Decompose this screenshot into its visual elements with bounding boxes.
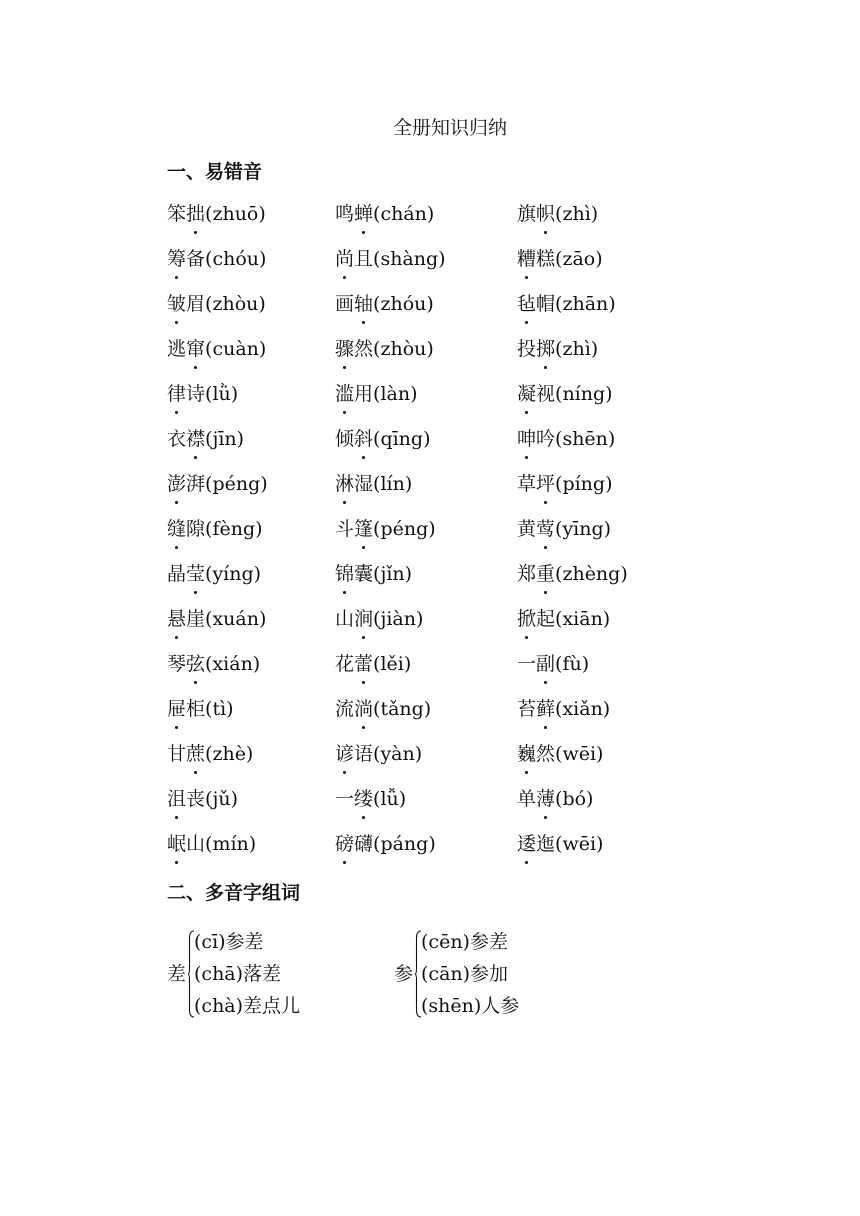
- word-char: 斗: [335, 518, 355, 540]
- word-item: [517, 335, 687, 380]
- dotted-char: 藓: [536, 695, 555, 723]
- dotted-char: 襟: [186, 425, 205, 453]
- pinyin: (zhòu): [373, 338, 434, 360]
- pinyin: (lǜ): [205, 383, 239, 405]
- word-item: [335, 695, 517, 740]
- word-item: [335, 425, 517, 470]
- word-item: [517, 515, 687, 560]
- word-char: 山: [186, 833, 206, 855]
- word-char: 投: [517, 338, 537, 360]
- dotted-char: 拙: [186, 200, 205, 228]
- dotted-char: 帜: [536, 200, 555, 228]
- word-char: 甘: [167, 743, 187, 765]
- dotted-char: 莹: [186, 560, 205, 588]
- pinyin: (xián): [205, 653, 261, 675]
- word-item: [167, 470, 335, 515]
- dotted-char: 弦: [186, 650, 205, 678]
- pinyin: (zhuō): [205, 203, 266, 225]
- pinyin: (lǚ): [373, 788, 407, 810]
- pinyin: (jǐn): [373, 563, 413, 585]
- dotted-char: 篷: [354, 515, 373, 543]
- pinyin: (shàng): [373, 248, 446, 270]
- word-char: 语: [354, 743, 374, 765]
- pinyin: (xiān): [555, 608, 611, 630]
- dotted-char: 滥: [335, 380, 354, 408]
- word-item: [167, 695, 335, 740]
- word-item: [167, 335, 335, 380]
- word-char: 草: [517, 473, 537, 495]
- pinyin: (lín): [373, 473, 413, 495]
- word-char: 苔: [517, 698, 537, 720]
- word-char: 起: [536, 608, 556, 630]
- word-char: 一: [335, 788, 355, 810]
- section-heading-polyphonic-words: 二、多音字组词: [167, 882, 301, 904]
- word-item: [517, 695, 687, 740]
- pinyin: (fù): [555, 653, 590, 675]
- word-item: [335, 605, 517, 650]
- word-item: [167, 830, 335, 875]
- word-item: [167, 425, 335, 470]
- dotted-char: 沮: [167, 785, 186, 813]
- pinyin: (tǎng): [373, 698, 432, 720]
- word-char: 眉: [186, 293, 206, 315]
- word-char: 湿: [354, 473, 374, 495]
- dotted-char: 锦: [335, 560, 354, 588]
- dotted-char: 毡: [517, 290, 536, 318]
- polyphonic-entry: (chā)落差: [194, 963, 282, 985]
- word-item: [517, 605, 687, 650]
- word-item: [517, 650, 687, 695]
- pinyin: (yàn): [373, 743, 423, 765]
- word-item: [517, 785, 687, 830]
- dotted-char: 缝: [167, 515, 186, 543]
- dotted-char: 蔗: [186, 740, 205, 768]
- word-item: [167, 245, 335, 290]
- dotted-char: 斜: [354, 425, 373, 453]
- word-char: 倾: [335, 428, 355, 450]
- dotted-char: 蕾: [354, 650, 373, 678]
- pinyin: (tì): [205, 698, 234, 720]
- word-char: 一: [517, 653, 537, 675]
- polyphonic-entry: (cān)参加: [421, 963, 509, 985]
- pinyin: (péng): [205, 473, 268, 495]
- dotted-char: 凝: [517, 380, 536, 408]
- pinyin: (zhì): [555, 338, 599, 360]
- word-item: [335, 650, 517, 695]
- dotted-char: 巍: [517, 740, 536, 768]
- polyphonic-entry: (cī)参差: [194, 931, 264, 953]
- pinyin: (píng): [555, 473, 613, 495]
- word-char: 帽: [536, 293, 556, 315]
- word-char: 山: [335, 608, 355, 630]
- pinyin: (wēi): [555, 743, 604, 765]
- polyphonic-group-can: [394, 926, 519, 1022]
- dotted-char: 蝉: [354, 200, 373, 228]
- word-char: 用: [354, 383, 374, 405]
- word-char: 琴: [167, 653, 187, 675]
- word-char: 迤: [536, 833, 556, 855]
- word-char: 礴: [354, 833, 374, 855]
- dotted-char: 掀: [517, 605, 536, 633]
- word-item: [517, 245, 687, 290]
- polyphonic-entry: (cēn)参差: [421, 931, 508, 953]
- word-item: [517, 470, 687, 515]
- pinyin: (làn): [373, 383, 418, 405]
- word-char: 然: [354, 338, 374, 360]
- dotted-char: 缕: [354, 785, 373, 813]
- word-char: 画: [335, 293, 355, 315]
- dotted-char: 谚: [335, 740, 354, 768]
- dotted-char: 淌: [354, 695, 373, 723]
- word-item: [335, 380, 517, 425]
- dotted-char: 屉: [167, 695, 186, 723]
- dotted-char: 涧: [354, 605, 373, 633]
- polyphonic-entry: (chà)差点儿: [194, 995, 301, 1017]
- pinyin: (bó): [555, 788, 594, 810]
- pinyin: (xiǎn): [555, 698, 611, 720]
- word-item: [335, 830, 517, 875]
- word-char: 晶: [167, 563, 187, 585]
- word-item: [167, 290, 335, 335]
- pinyin: (níng): [555, 383, 613, 405]
- dotted-char: 澎: [167, 470, 186, 498]
- word-char: 黄: [517, 518, 537, 540]
- word-item: [335, 470, 517, 515]
- word-item: [335, 785, 517, 830]
- pinyin: (mín): [205, 833, 257, 855]
- pinyin: (yíng): [205, 563, 262, 585]
- word-item: [517, 560, 687, 605]
- pinyin: (péng): [373, 518, 436, 540]
- polyphonic-list: [421, 926, 519, 1022]
- dotted-char: 岷: [167, 830, 186, 858]
- word-char: 视: [536, 383, 556, 405]
- word-item: [167, 560, 335, 605]
- pinyin: (jīn): [205, 428, 245, 450]
- word-char: 诗: [186, 383, 206, 405]
- word-char: 柜: [186, 698, 206, 720]
- word-item: [167, 740, 335, 785]
- pinyin: (chán): [373, 203, 435, 225]
- word-item: [335, 290, 517, 335]
- word-item: [335, 200, 517, 245]
- word-item: [167, 380, 335, 425]
- word-char: 衣: [167, 428, 187, 450]
- dotted-char: 副: [536, 650, 555, 678]
- word-char: 且: [354, 248, 374, 270]
- word-char: 鸣: [335, 203, 355, 225]
- word-item: [167, 200, 335, 245]
- pinyin: (qīng): [373, 428, 431, 450]
- pinyin: (zhòu): [205, 293, 266, 315]
- word-char: 丧: [186, 788, 206, 810]
- polyphonic-entry: (shēn)人参: [421, 995, 520, 1017]
- pinyin: (lěi): [373, 653, 412, 675]
- word-char: 旗: [517, 203, 537, 225]
- word-item: [335, 335, 517, 380]
- dotted-char: 坪: [536, 470, 555, 498]
- pinyin: (zhè): [205, 743, 254, 765]
- word-grid: [167, 200, 687, 875]
- polyphonic-list: [194, 926, 300, 1022]
- dotted-char: 尚: [335, 245, 354, 273]
- pinyin: (páng): [373, 833, 436, 855]
- polyphonic-char: 差: [167, 963, 187, 985]
- dotted-char: 薄: [536, 785, 555, 813]
- word-char: 单: [517, 788, 537, 810]
- word-item: [167, 605, 335, 650]
- word-item: [517, 830, 687, 875]
- polyphonic-group-cha: [167, 926, 300, 1022]
- word-item: [335, 245, 517, 290]
- pinyin: (jiàn): [373, 608, 424, 630]
- word-char: 囊: [354, 563, 374, 585]
- word-char: 花: [335, 653, 355, 675]
- word-char: 然: [536, 743, 556, 765]
- word-item: [167, 515, 335, 560]
- dotted-char: 逶: [517, 830, 536, 858]
- word-item: [335, 515, 517, 560]
- word-char: 糕: [536, 248, 556, 270]
- word-char: 备: [186, 248, 206, 270]
- word-item: [167, 785, 335, 830]
- dotted-char: 掷: [536, 335, 555, 363]
- pinyin: (chóu): [205, 248, 267, 270]
- dotted-char: 淋: [335, 470, 354, 498]
- word-item: [335, 560, 517, 605]
- word-char: 流: [335, 698, 355, 720]
- word-item: [517, 290, 687, 335]
- pinyin: (zhì): [555, 203, 599, 225]
- word-char: 隙: [186, 518, 206, 540]
- polyphonic-char: 参: [394, 963, 414, 985]
- word-item: [517, 200, 687, 245]
- dotted-char: 骤: [335, 335, 354, 363]
- word-char: 崖: [186, 608, 206, 630]
- pinyin: (zhóu): [373, 293, 434, 315]
- pinyin: (cuàn): [205, 338, 267, 360]
- dotted-char: 莺: [536, 515, 555, 543]
- word-item: [517, 425, 687, 470]
- pinyin: (zhèng): [555, 563, 628, 585]
- pinyin: (zhān): [555, 293, 616, 315]
- dotted-char: 糟: [517, 245, 536, 273]
- dotted-char: 筹: [167, 245, 186, 273]
- dotted-char: 轴: [354, 290, 373, 318]
- pinyin: (zāo): [555, 248, 603, 270]
- dotted-char: 窜: [186, 335, 205, 363]
- dotted-char: 悬: [167, 605, 186, 633]
- word-char: 逃: [167, 338, 187, 360]
- dotted-char: 磅: [335, 830, 354, 858]
- pinyin: (yīng): [555, 518, 612, 540]
- word-char: 郑: [517, 563, 537, 585]
- pinyin: (xuán): [205, 608, 267, 630]
- pinyin: (jǔ): [205, 788, 238, 810]
- section-heading-easy-mistake-pronunciation: 一、易错音: [167, 161, 263, 183]
- word-char: 湃: [186, 473, 206, 495]
- dotted-char: 呻: [517, 425, 536, 453]
- pinyin: (wēi): [555, 833, 604, 855]
- pinyin: (fèng): [205, 518, 263, 540]
- word-char: 吟: [536, 428, 556, 450]
- word-item: [517, 740, 687, 785]
- word-item: [167, 650, 335, 695]
- word-item: [517, 380, 687, 425]
- word-item: [335, 740, 517, 785]
- dotted-char: 皱: [167, 290, 186, 318]
- page-title: 全册知识归纳: [392, 117, 507, 139]
- dotted-char: 律: [167, 380, 186, 408]
- pinyin: (shēn): [555, 428, 616, 450]
- word-char: 笨: [167, 203, 187, 225]
- dotted-char: 重: [536, 560, 555, 588]
